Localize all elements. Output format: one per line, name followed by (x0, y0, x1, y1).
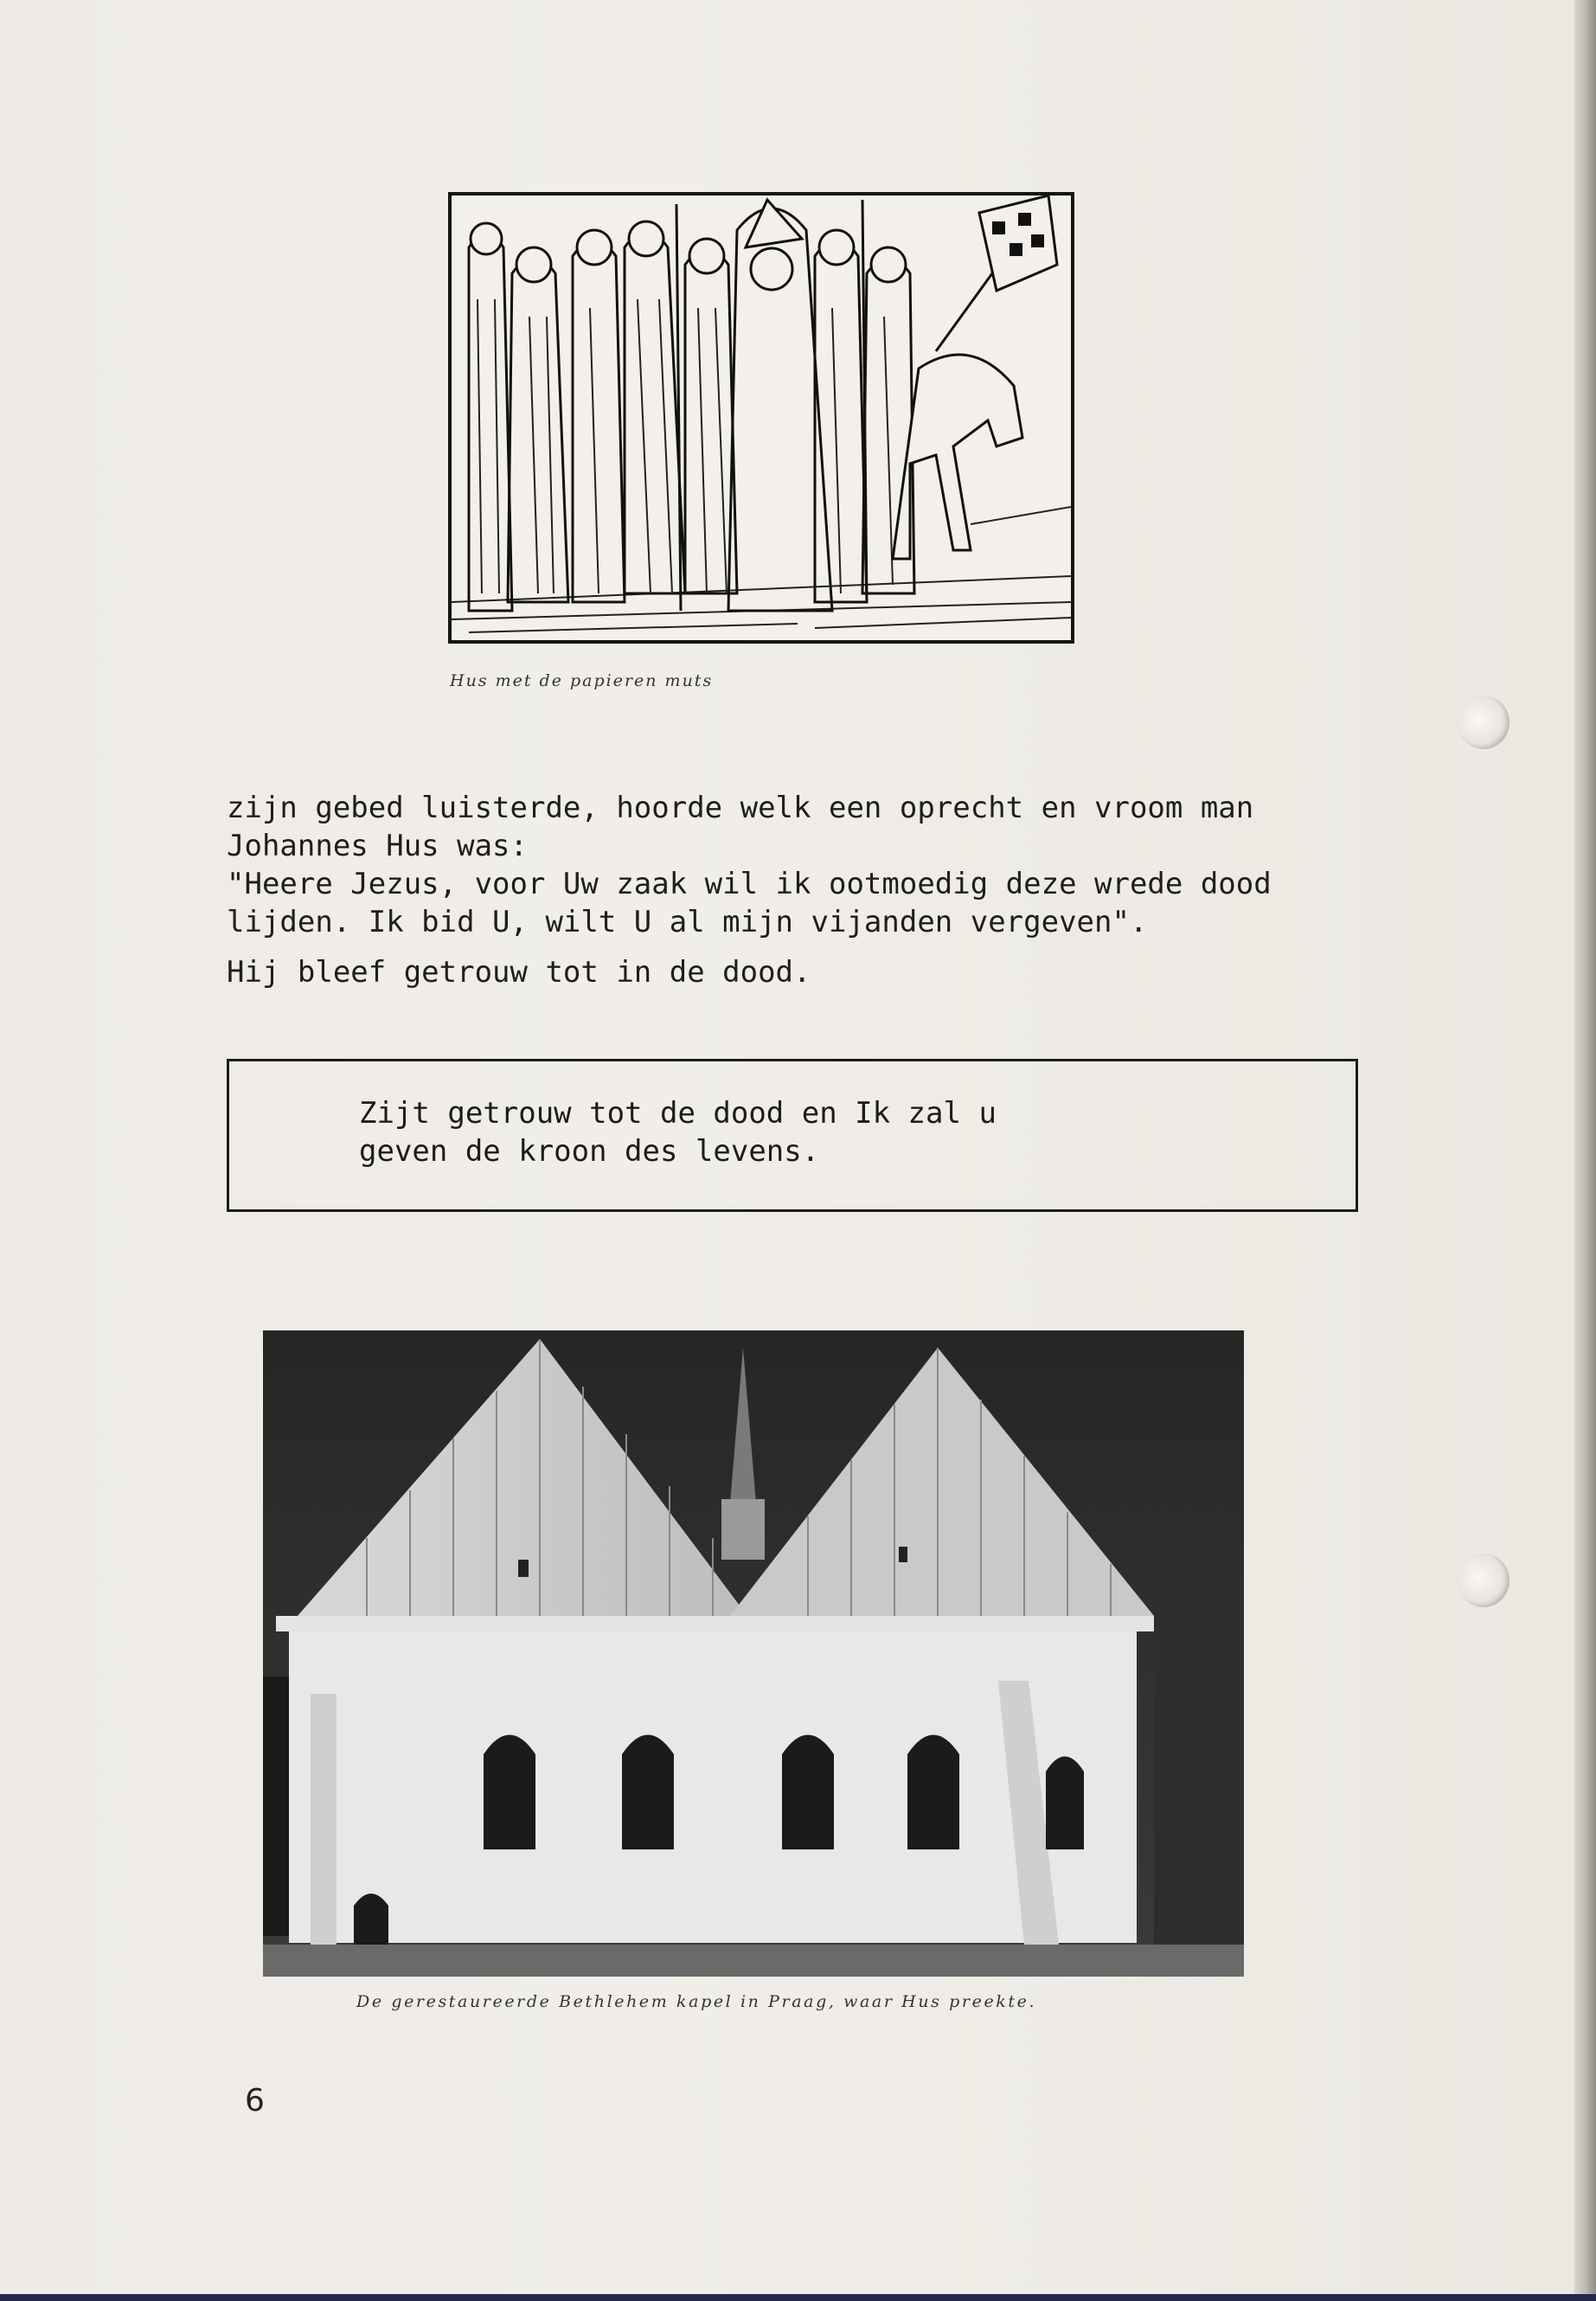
paragraph-1-line-4: lijden. Ik bid U, wilt U al mijn vijanden vergeven". (227, 905, 1148, 939)
verse-box (227, 1059, 1358, 1212)
verse-line-2: geven de kroon des levens. (359, 1134, 820, 1169)
photo-caption: De gerestaureerde Bethlehem kapel in Praag, waar Hus preekte. (356, 1992, 1037, 2011)
paragraph-1-line-3: "Heere Jezus, voor Uw zaak wil ik ootmoedig deze wrede dood (227, 867, 1272, 901)
chapel-drawing (263, 1330, 1244, 1977)
woodcut-drawing (452, 195, 1071, 640)
woodcut-illustration (448, 192, 1074, 644)
paragraph-1 (227, 789, 1272, 941)
punch-hole-top (1458, 695, 1509, 749)
page-edge (1574, 0, 1596, 2301)
binding-strip (0, 2294, 1596, 2301)
paragraph-2: Hij bleef getrouw tot in de dood. (227, 955, 811, 990)
paragraph-1-line-1: zijn gebed luisterde, hoorde welk een oprecht en vroom man (227, 791, 1254, 825)
verse-line-1: Zijt getrouw tot de dood en Ik zal u (359, 1096, 997, 1131)
punch-hole-bottom (1458, 1554, 1509, 1607)
woodcut-caption: Hus met de papieren muts (450, 671, 714, 690)
page-number: 6 (245, 2083, 265, 2118)
verse-text (359, 1094, 997, 1170)
paragraph-1-line-2: Johannes Hus was: (227, 829, 528, 863)
chapel-photo (263, 1330, 1244, 1977)
